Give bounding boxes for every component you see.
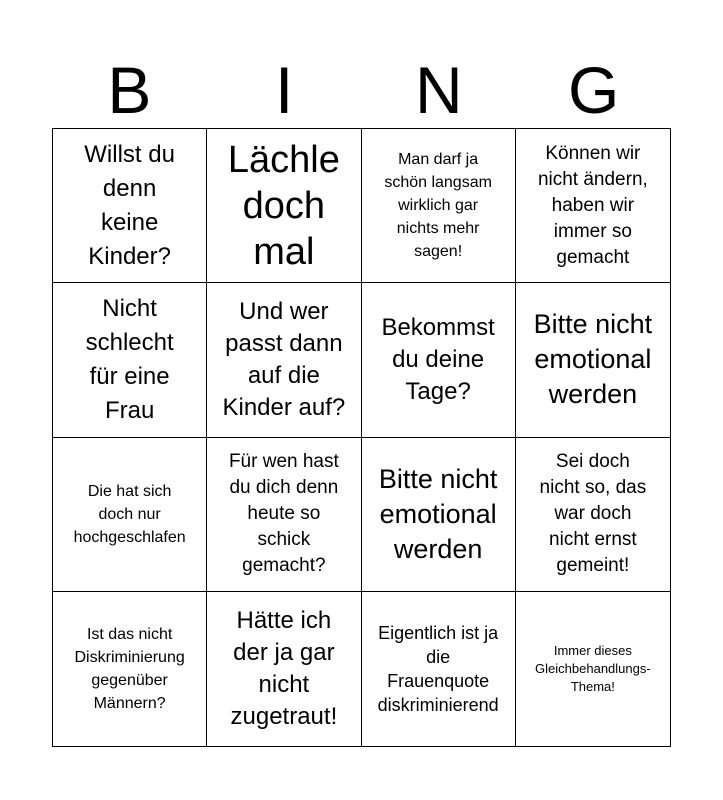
bingo-cell-r1c2[interactable]	[207, 129, 361, 283]
bingo-cell-r2c3[interactable]	[362, 283, 516, 437]
cell-text: Bekommst du deine Tage?	[381, 313, 495, 405]
bingo-cell-r2c2[interactable]	[207, 283, 361, 437]
cell-text: Immer dieses Gleichbehandlungs- Thema!	[535, 642, 651, 694]
cell-text: Eigentlich ist ja die Frauenquote diskriminierend	[377, 622, 499, 715]
cell-text: Man darf ja schön langsam wirklich gar nichts mehr sagen!	[384, 151, 492, 261]
header-letter-b: B	[107, 53, 152, 127]
cell-text: Sei doch nicht so, das war doch nicht ernst gemeint!	[539, 451, 647, 577]
bingo-cell-r1c3[interactable]	[362, 129, 516, 283]
bingo-cell-r1c4[interactable]	[516, 129, 670, 283]
bingo-cell-r3c3[interactable]	[362, 438, 516, 592]
bingo-board	[52, 128, 671, 747]
bingo-cell-r4c1[interactable]	[53, 592, 207, 746]
cell-text: Willst du denn keine Kinder?	[84, 140, 175, 270]
header-letter-n: N	[415, 53, 463, 127]
cell-text: Ist das nicht Diskriminierung gegenüber Männern?	[74, 625, 185, 712]
cell-text: Hätte ich der ja gar nicht zugetraut!	[230, 606, 338, 730]
bingo-header	[52, 52, 671, 128]
bingo-cell-r2c4[interactable]	[516, 283, 670, 437]
cell-text: Und wer passt dann auf die Kinder auf?	[222, 297, 346, 421]
header-letter-g: G	[567, 53, 620, 127]
bingo-cell-r3c2[interactable]	[207, 438, 361, 592]
cell-text: Nicht schlecht für eine Frau	[85, 294, 174, 424]
bingo-cell-r2c1[interactable]	[53, 283, 207, 437]
cell-text: Für wen hast du dich denn heute so schick gemacht?	[228, 451, 339, 577]
cell-text: Können wir nicht ändern, haben wir immer so gemacht	[537, 142, 648, 268]
bingo-cell-r4c3[interactable]	[362, 592, 516, 746]
bingo-cell-r3c4[interactable]	[516, 438, 670, 592]
bingo-cell-r4c4[interactable]	[516, 592, 670, 746]
cell-text: Bitte nicht emotional werden	[378, 463, 498, 564]
cell-text: Bitte nicht emotional werden	[533, 309, 653, 410]
bingo-cell-r4c2[interactable]	[207, 592, 361, 746]
cell-text: Lächle doch mal	[227, 138, 340, 273]
header-letter-i: I	[274, 53, 294, 127]
bingo-cell-r3c1[interactable]	[53, 438, 207, 592]
cell-text: Die hat sich doch nur hochgeschlafen	[73, 482, 186, 546]
bingo-cell-r1c1[interactable]	[53, 129, 207, 283]
